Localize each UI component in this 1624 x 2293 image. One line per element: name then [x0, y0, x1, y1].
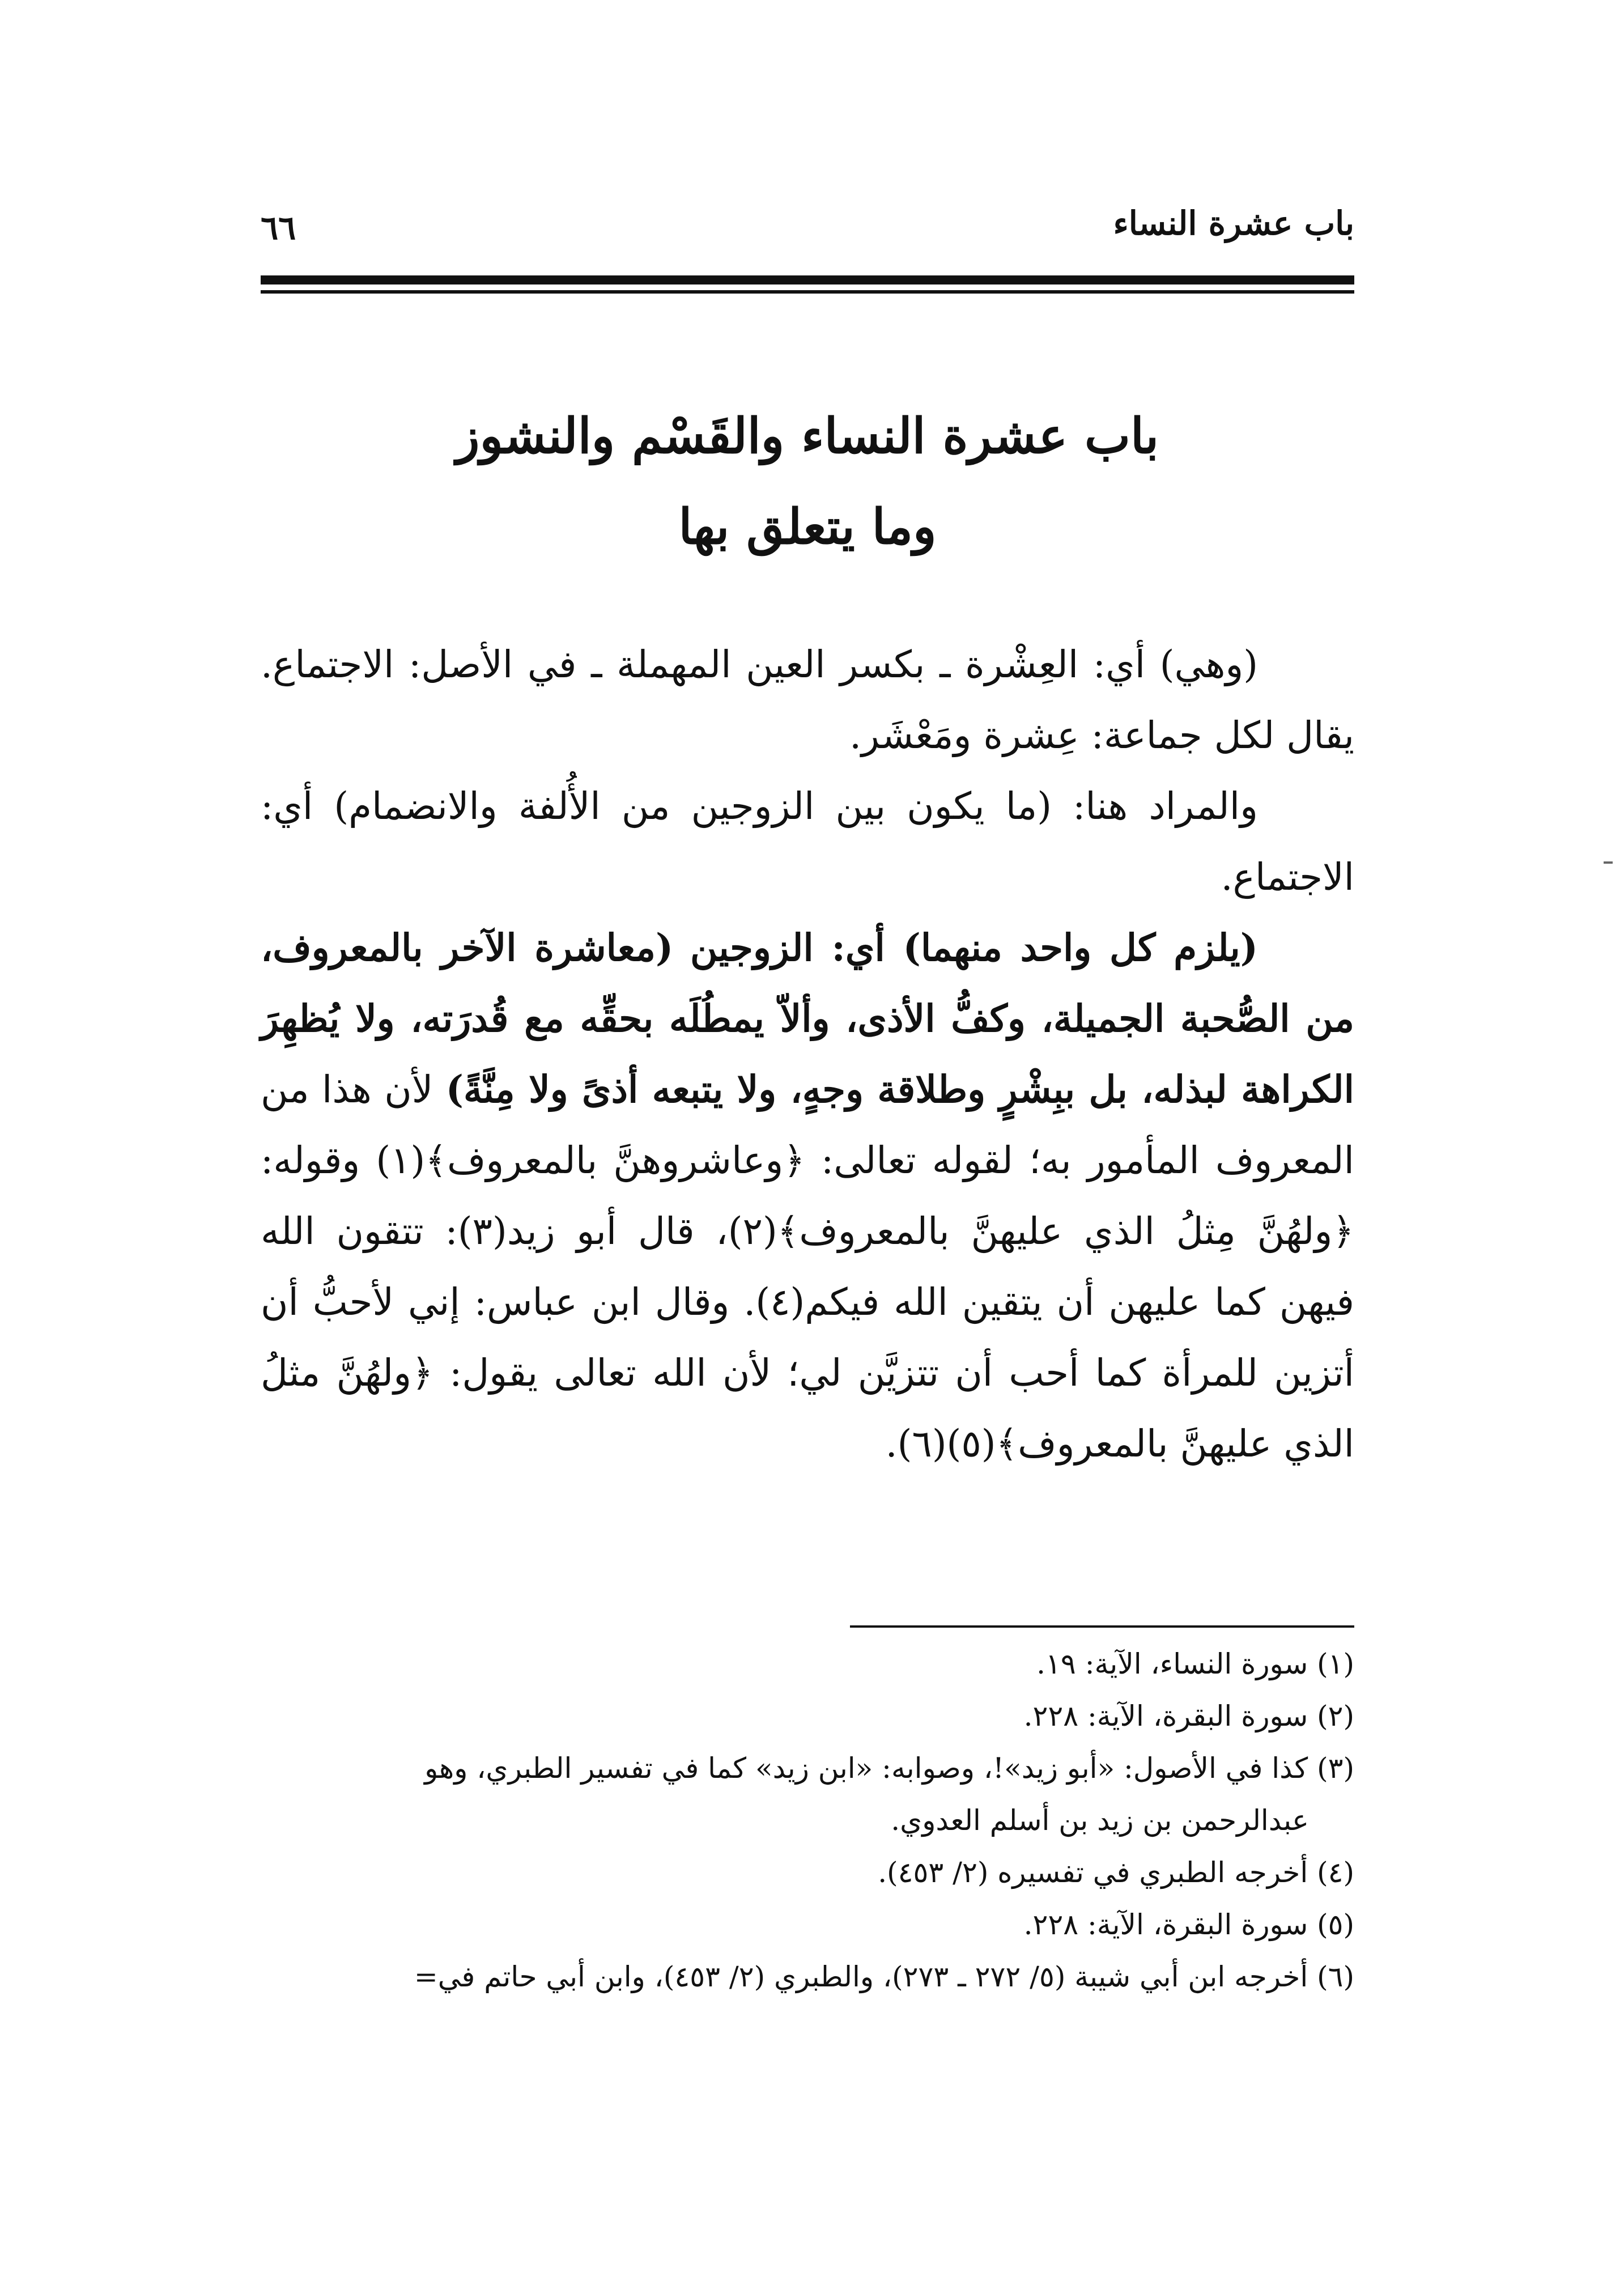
footnotes	[249, 1638, 1354, 2003]
chapter-title-line-2: وما يتعلق بها	[678, 498, 937, 555]
paragraph-meaning: والمراد هنا: (ما يكون بين الزوجين من الأُلفة والانضمام) أي: الاجتماع.	[261, 784, 1354, 899]
paragraph-definition: (وهي) أي: العِشْرة ـ بكسر العين المهملة ـ في الأصل: الاجتماع. يقال لكل جماعة: عِشرة ومَعْشَر.	[261, 643, 1354, 757]
footnote-6: (٦) أخرجه ابن أبي شيبة (٥/ ٢٧٢ ـ ٢٧٣)، والطبري (٢/ ٤٥٣)، وابن أبي حاتم في=	[414, 1960, 1354, 1993]
chapter-title-line-1: باب عشرة النساء والقَسْم والنشوز	[456, 407, 1159, 465]
footnote-4: (٤) أخرجه الطبري في تفسيره (٢/ ٤٥٣).	[878, 1856, 1354, 1889]
footnote-separator	[850, 1625, 1354, 1628]
chapter-title	[261, 391, 1354, 572]
scan-mark	[1604, 861, 1613, 864]
main-text	[261, 629, 1354, 1479]
footnote-3: (٣) كذا في الأصول: «أبو زيد»!، وصوابه: «ابن زيد» كما في تفسير الطبري، وهو	[424, 1752, 1354, 1785]
paragraph-obligation-opening: (يلزم كل واحد منهما) أي: الزوجين	[690, 925, 1258, 970]
header-rule-thick	[261, 275, 1354, 284]
paragraph-obligation	[261, 912, 1354, 1479]
running-title: باب عشرة النساء	[1113, 204, 1354, 243]
footnote-1: (١) سورة النساء، الآية: ١٩.	[1036, 1647, 1354, 1680]
footnote-2: (٢) سورة البقرة، الآية: ٢٢٨.	[1023, 1700, 1354, 1733]
footnote-3-continued: عبدالرحمن بن زيد بن أسلم العدوي.	[891, 1804, 1309, 1837]
paragraph-obligation-commentary: لأن هذا من المعروف المأمور به؛ لقوله تعالى: ﴿وعاشروهنَّ بالمعروف﴾(١) وقوله: ﴿ولهُنَّ مِثلُ الذي عليهنَّ بالمعروف﴾(٢)، قال أبو زيد(٣): تتقون الله فيهن كما عليهن أن يتقين الله فيكم(٤). وقال ابن عباس: إني لأحبُّ أن أتزين للمرأة كما أحب أن تتزيَّن لي؛ لأن الله تعالى يقول: ﴿ولهُنَّ مثلُ الذي عليهنَّ بالمعروف﴾(٥)(٦).	[261, 1068, 1354, 1466]
paragraph-obligation-matn: (معاشرة الآخر بالمعروف، من الصُّحبة الجميلة، وكفُّ الأذى، وألاّ يمطُلَه بحقِّه مع قُدرَته، ولا يُظهِرَ الكراهة لبذله، بل ببِشْرٍ وطلاقة وجهٍ، ولا يتبعه أذىً ولا مِنَّةً)	[261, 925, 1354, 1111]
running-header	[261, 204, 1354, 266]
header-rule-thin	[261, 290, 1354, 294]
page-number: ٦٦	[261, 209, 296, 247]
footnote-5: (٥) سورة البقرة، الآية: ٢٢٨.	[1023, 1908, 1354, 1941]
